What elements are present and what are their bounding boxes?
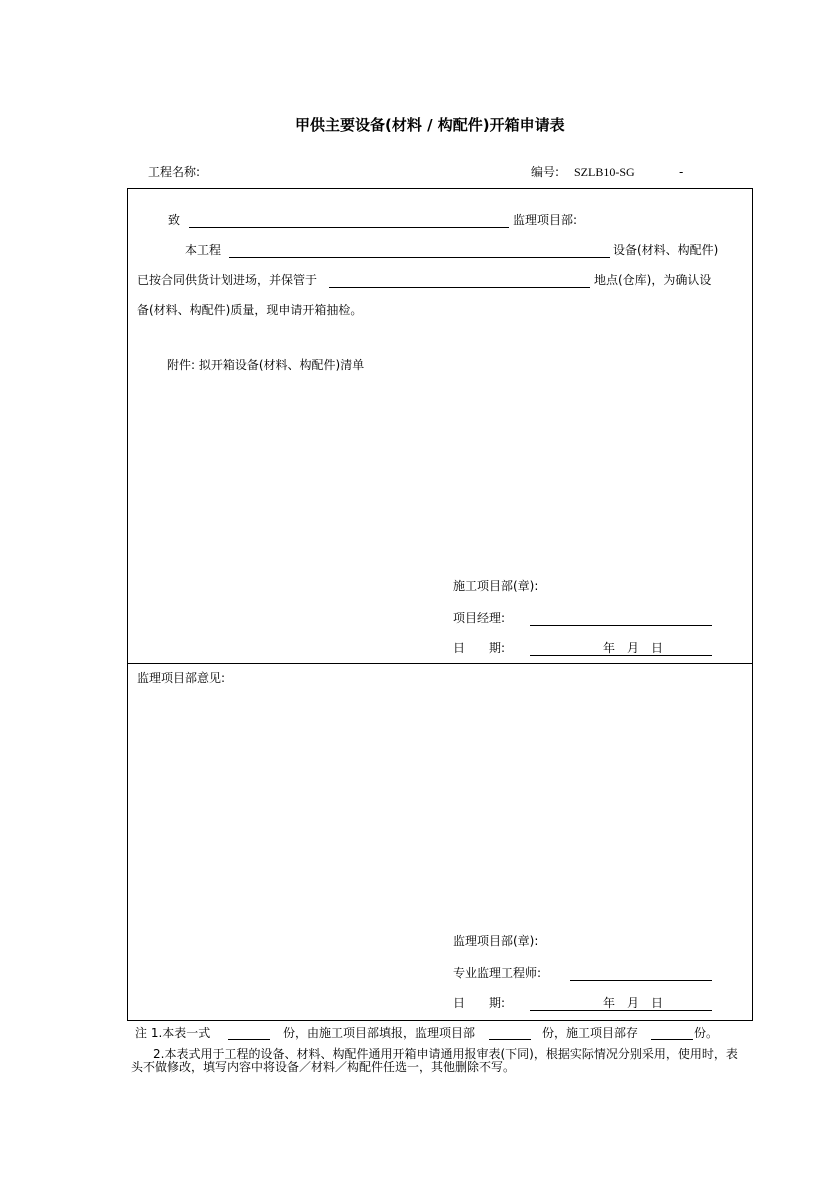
- location-blank[interactable]: [329, 287, 590, 288]
- project-blank[interactable]: [229, 257, 610, 258]
- engineer-label: 专业监理工程师:: [453, 966, 542, 980]
- equipment-label: 设备(材料、构配件): [613, 243, 719, 257]
- note2-line1: 2.本表式用于工程的设备、材料、构配件通用开箱申请通用报审表(下同)，根据实际情况分别采用，使用时，表: [153, 1047, 738, 1061]
- section-divider: [127, 663, 753, 664]
- project-manager-blank[interactable]: [530, 625, 712, 626]
- attachment-text: 附件: 拟开箱设备(材料、构配件)清单: [167, 358, 365, 372]
- arrived-text: 已按合同供货计划进场，并保管于: [137, 273, 318, 287]
- project-manager-label: 项目经理:: [453, 611, 506, 625]
- note1-part-d: 份。: [694, 1026, 719, 1040]
- location-text: 地点(仓库)，为确认设: [594, 273, 712, 287]
- note1-part-a: 注 1.本表一式: [135, 1026, 211, 1040]
- number-value: SZLB10-SG: [574, 165, 635, 179]
- this-project-label: 本工程: [185, 243, 222, 257]
- supervision-copies-blank[interactable]: [489, 1039, 531, 1040]
- supervision-date-label: 日 期:: [453, 996, 506, 1010]
- project-name-label: 工程名称:: [148, 165, 201, 179]
- supervision-date-value: 年 月 日: [603, 996, 664, 1010]
- supervision-date-blank[interactable]: [530, 1010, 712, 1011]
- supervision-seal-label: 监理项目部(章):: [453, 934, 539, 948]
- note1-part-c: 份，施工项目部存: [542, 1026, 639, 1040]
- copies-blank[interactable]: [228, 1039, 270, 1040]
- engineer-blank[interactable]: [570, 980, 712, 981]
- date-blank[interactable]: [530, 655, 712, 656]
- date-value: 年 月 日: [603, 641, 664, 655]
- supervision-dept-label: 监理项目部:: [513, 213, 578, 227]
- note1-part-b: 份，由施工项目部填报，监理项目部: [283, 1026, 476, 1040]
- form-title: 甲供主要设备(材料 / 构配件)开箱申请表: [295, 116, 565, 134]
- number-label: 编号:: [531, 165, 560, 179]
- to-label: 致: [168, 213, 181, 227]
- quality-text: 备(材料、构配件)质量，现申请开箱抽检。: [137, 303, 363, 317]
- note2-line2: 头不做修改，填写内容中将设备／材料／构配件任选一，其他删除不写。: [131, 1060, 516, 1074]
- construction-dept-seal-label: 施工项目部(章):: [453, 579, 539, 593]
- construction-copies-blank[interactable]: [651, 1039, 693, 1040]
- date-label: 日 期:: [453, 641, 506, 655]
- number-suffix: -: [679, 165, 684, 179]
- supervision-opinion-label: 监理项目部意见:: [137, 671, 226, 685]
- recipient-blank[interactable]: [189, 227, 509, 228]
